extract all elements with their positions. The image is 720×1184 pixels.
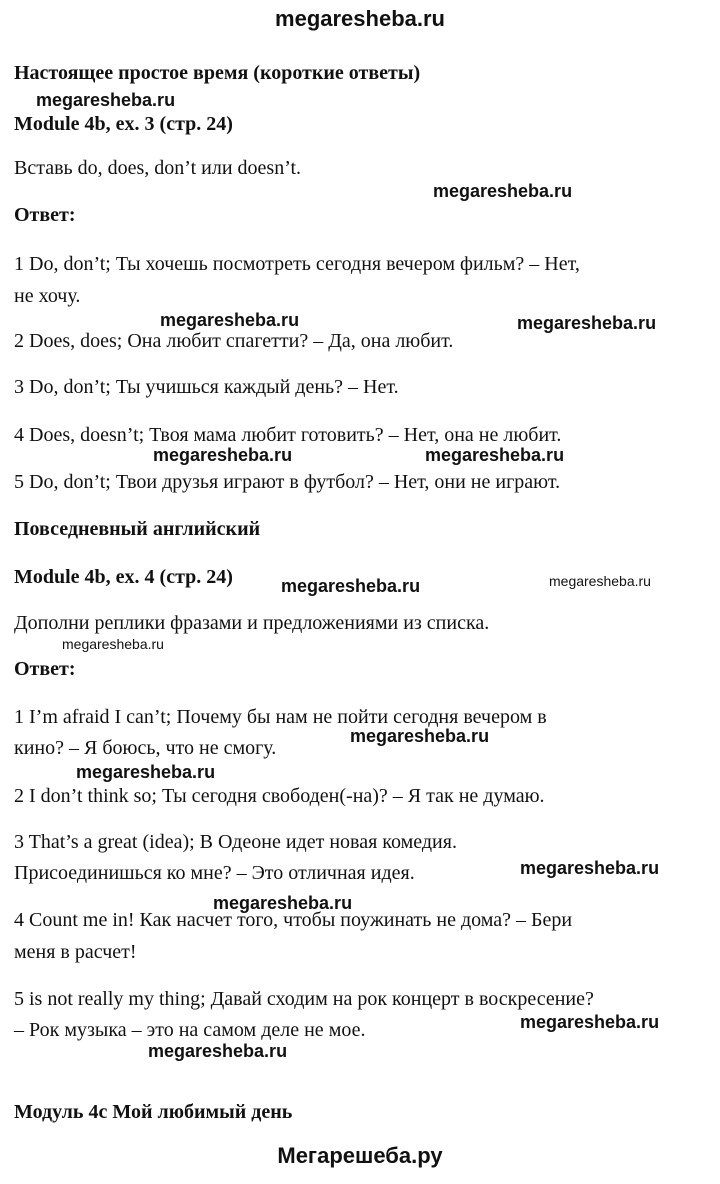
watermark: megaresheba.ru <box>517 313 657 333</box>
watermark: megaresheba.ru <box>520 1012 660 1032</box>
answer-line: меня в расчет! <box>14 941 137 963</box>
answer-line: кино? – Я боюсь, что не смогу. <box>14 737 277 759</box>
site-footer: Мегарешеба.ру <box>277 1143 443 1168</box>
watermark: megaresheba.ru <box>350 726 490 746</box>
answer-label: Ответ: <box>14 204 76 226</box>
answer-line: 1 Do, don’t; Ты хочешь посмотреть сегодня вечером фильм? – Нет, <box>14 253 580 275</box>
watermark: megaresheba.ru <box>76 762 216 782</box>
answer-line: не хочу. <box>14 285 81 307</box>
section-title: Модуль 4с Мой любимый день <box>14 1101 293 1123</box>
watermark: megaresheba.ru <box>160 310 300 330</box>
instruction: Вставь do, does, don’t или doesn’t. <box>14 157 302 179</box>
watermark: megaresheba.ru <box>36 90 176 110</box>
answer-line: 5 Do, don’t; Твои друзья играют в футбол? – Нет, они не играют. <box>14 471 561 493</box>
answer-line: 5 is not really my thing; Давай сходим на рок концерт в воскресение? <box>14 988 594 1010</box>
instruction: Дополни реплики фразами и предложениями из списка. <box>14 612 490 634</box>
answer-line: 1 I’m afraid I can’t; Почему бы нам не пойти сегодня вечером в <box>14 706 547 728</box>
watermark: megaresheba.ru <box>153 445 293 465</box>
watermark: megaresheba.ru <box>433 181 573 201</box>
watermark: megaresheba.ru <box>62 636 164 652</box>
answer-line: – Рок музыка – это на самом деле не мое. <box>14 1019 366 1041</box>
watermark: megaresheba.ru <box>148 1041 288 1061</box>
answer-line: 4 Count me in! Как насчет того, чтобы поужинать не дома? – Бери <box>14 909 573 931</box>
answer-line: 2 Does, does; Она любит спагетти? – Да, она любит. <box>14 330 454 352</box>
answer-line: 3 That’s a great (idea); В Одеоне идет новая комедия. <box>14 831 457 853</box>
module-heading: Module 4b, ex. 4 (стр. 24) <box>14 566 233 588</box>
site-header: megaresheba.ru <box>275 6 445 31</box>
watermark: megaresheba.ru <box>213 893 353 913</box>
module-heading: Module 4b, ex. 3 (стр. 24) <box>14 113 233 135</box>
section-title: Повседневный английский <box>14 518 261 540</box>
answer-line: 2 I don’t think so; Ты сегодня свободен(-на)? – Я так не думаю. <box>14 785 545 807</box>
watermark: megaresheba.ru <box>425 445 565 465</box>
answer-label: Ответ: <box>14 658 76 680</box>
watermark: megaresheba.ru <box>549 573 651 589</box>
section-title: Настоящее простое время (короткие ответы) <box>14 62 421 84</box>
answer-line: 4 Does, doesn’t; Твоя мама любит готовить? – Нет, она не любит. <box>14 424 562 446</box>
answer-line: 3 Do, don’t; Ты учишься каждый день? – Нет. <box>14 376 399 398</box>
watermark: megaresheba.ru <box>520 858 660 878</box>
answer-line: Присоединишься ко мне? – Это отличная идея. <box>14 862 415 884</box>
watermark: megaresheba.ru <box>281 576 421 596</box>
